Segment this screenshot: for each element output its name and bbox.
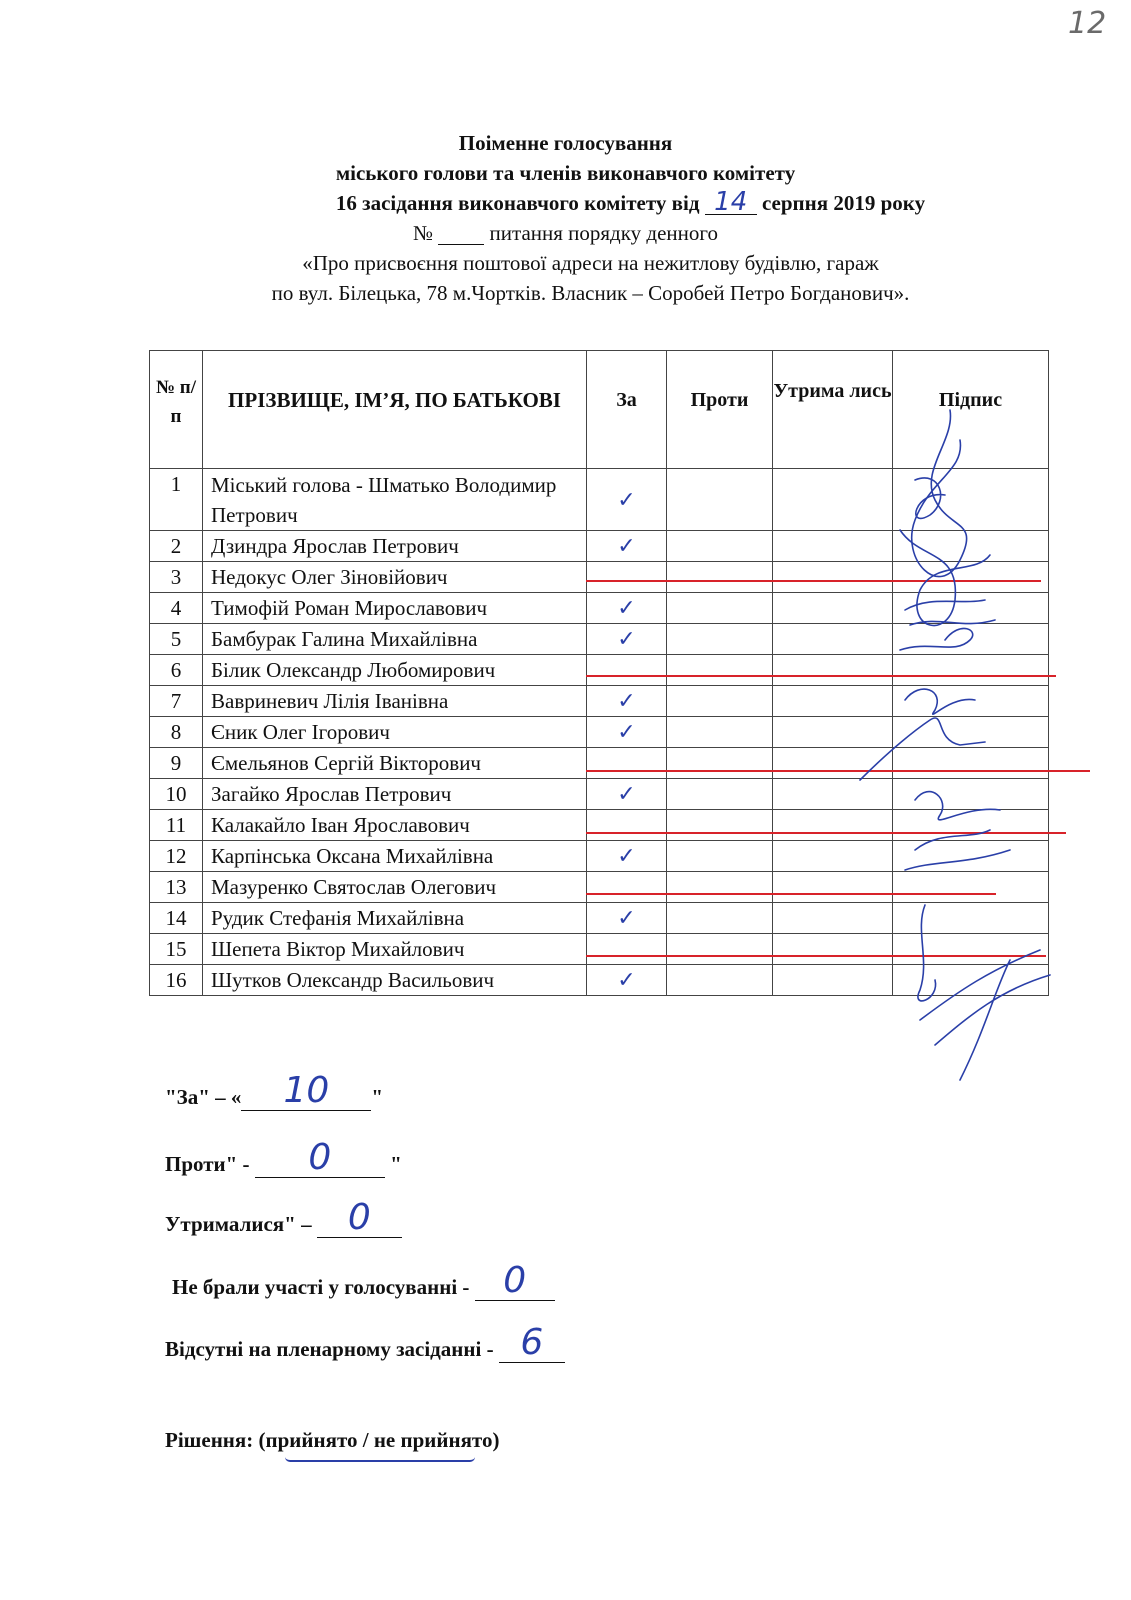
table-row [150,779,1049,810]
strike-line-row-15 [586,955,1046,957]
col-header-signature: Підпис [893,351,1049,469]
summary-no-vote-field [475,1260,555,1301]
signature-cell [893,779,1049,810]
col-header-name: ПРІЗВИЩЕ, ІМ’Я, ПО БАТЬКОВІ [203,351,587,469]
member-name: Єник Олег Ігорович [203,717,587,748]
check-mark-icon: ✓ [617,595,636,620]
vote-against-cell [667,593,773,624]
vote-against-cell [667,748,773,779]
vote-abstained-cell [773,531,893,562]
summary-no-vote-label: Не брали участі у голосуванні - [172,1275,470,1299]
page-number: 12 [1068,6,1107,41]
vote-against-cell [667,469,773,531]
vote-for-cell [587,903,667,934]
vote-abstained-cell [773,624,893,655]
row-number: 11 [150,810,203,841]
table-row [150,841,1049,872]
table-row [150,655,1049,686]
col-header-against: Проти [667,351,773,469]
summary-for-field [241,1070,371,1111]
vote-for-cell [587,686,667,717]
vote-abstained-cell [773,593,893,624]
signature-cell [893,624,1049,655]
vote-for-cell [587,810,667,841]
summary-abstained-label: Утрималися" – [165,1212,312,1236]
vote-against-cell [667,872,773,903]
signature-cell [893,872,1049,903]
vote-against-cell [667,779,773,810]
table-row [150,562,1049,593]
member-name: Міський голова - Шматько Володимир Петрович [203,469,587,531]
row-number: 15 [150,934,203,965]
table-row [150,717,1049,748]
table-header-row [150,351,1049,469]
row-number: 2 [150,531,203,562]
session-day-field [705,187,757,217]
vote-for-cell [587,593,667,624]
summary-for-close: " [371,1085,384,1109]
vote-abstained-cell [773,717,893,748]
check-mark-icon: ✓ [617,533,636,558]
col-header-num: № п/ п [150,351,203,469]
signature-cell [893,903,1049,934]
row-number: 8 [150,717,203,748]
document-header [0,128,1131,308]
session-prefix: 16 засідання виконавчого комітету від [335,191,700,215]
strike-line-row-11 [586,832,1066,834]
document-title: Поіменне голосування [458,131,673,155]
vote-for-cell [587,531,667,562]
row-number: 6 [150,655,203,686]
voting-table [149,350,1049,996]
topic-line-2: по вул. Білецька, 78 м.Чортків. Власник – Соробей Петро Богданович». [271,281,910,305]
table-row [150,593,1049,624]
table-row [150,934,1049,965]
strike-line-row-13 [586,893,996,895]
check-mark-icon: ✓ [617,719,636,744]
col-header-for: За [587,351,667,469]
signature-cell [893,469,1049,531]
vote-against-cell [667,934,773,965]
member-name: Шутков Олександр Васильович [203,965,587,996]
decision-value: (прийнято / не прийнято) [258,1428,500,1452]
vote-for-cell [587,748,667,779]
summary-against-close: " [390,1152,402,1176]
row-number: 5 [150,624,203,655]
vote-abstained-cell [773,748,893,779]
summary-abstained-field [317,1197,402,1238]
summary-against [165,1137,402,1178]
signature-cell [893,593,1049,624]
vote-against-cell [667,903,773,934]
summary-absent-field [499,1322,565,1363]
vote-for-cell [587,717,667,748]
row-number: 7 [150,686,203,717]
check-mark-icon: ✓ [617,688,636,713]
member-name: Тимофій Роман Мирославович [203,593,587,624]
member-name: Мазуренко Святослав Олегович [203,872,587,903]
table-row [150,872,1049,903]
summary-for-label: "За" – « [165,1085,242,1109]
vote-against-cell [667,686,773,717]
row-number: 4 [150,593,203,624]
vote-against-cell [667,531,773,562]
vote-for-cell [587,779,667,810]
vote-abstained-cell [773,779,893,810]
session-line [0,188,1131,218]
check-mark-icon: ✓ [617,626,636,651]
signature-cell [893,717,1049,748]
row-number: 9 [150,748,203,779]
check-mark-icon: ✓ [617,486,636,512]
signature-cell [893,531,1049,562]
vote-abstained-cell [773,562,893,593]
strike-line-row-9 [586,770,1090,772]
check-mark-icon: ✓ [617,781,636,806]
decision-label: Рішення: [165,1428,254,1452]
vote-against-cell [667,810,773,841]
summary-for [165,1070,384,1111]
table-row [150,469,1049,531]
member-name: Калакайло Іван Ярославович [203,810,587,841]
member-name: Білик Олександр Любомирович [203,655,587,686]
member-name: Рудик Стефанія Михайлівна [203,903,587,934]
member-name: Загайко Ярослав Петрович [203,779,587,810]
summary-against-label: Проти" - [165,1152,250,1176]
member-name: Недокус Олег Зіновійович [203,562,587,593]
signature-cell [893,810,1049,841]
member-name: Шепета Віктор Михайлович [203,934,587,965]
table-row [150,686,1049,717]
vote-abstained-cell [773,655,893,686]
vote-abstained-cell [773,810,893,841]
vote-abstained-cell [773,841,893,872]
signature-cell [893,655,1049,686]
vote-abstained-cell [773,903,893,934]
summary-against-field [255,1137,385,1178]
session-day: 14 [714,187,748,217]
check-mark-icon: ✓ [617,843,636,868]
row-number: 3 [150,562,203,593]
vote-abstained-cell [773,872,893,903]
row-number: 16 [150,965,203,996]
table-row [150,903,1049,934]
vote-for-cell [587,841,667,872]
vote-abstained-cell [773,469,893,531]
vote-for-cell [587,562,667,593]
table-row [150,531,1049,562]
row-number: 14 [150,903,203,934]
topic-line-1: «Про присвоєння поштової адреси на нежитлову будівлю, гараж [302,251,879,275]
vote-for-cell [587,872,667,903]
summary-absent-value: 6 [520,1322,544,1363]
summary-absent [165,1322,565,1363]
row-number: 12 [150,841,203,872]
summary-no-vote-value: 0 [503,1260,527,1301]
summary-no-vote [172,1260,555,1301]
signature-cell [893,562,1049,593]
table-row [150,965,1049,996]
agenda-number-field [438,222,484,245]
col-header-abstained: Утрима лись [773,351,893,469]
member-name: Дзиндра Ярослав Петрович [203,531,587,562]
summary-abstained-value: 0 [347,1197,371,1238]
table-row [150,810,1049,841]
vote-against-cell [667,655,773,686]
strike-line-row-6 [586,675,1056,677]
decision-handwritten-underline [285,1457,475,1462]
vote-for-cell [587,624,667,655]
check-mark-icon: ✓ [617,967,636,992]
vote-for-cell [587,934,667,965]
check-mark-icon: ✓ [617,905,636,930]
signature-cell [893,686,1049,717]
summary-decision [165,1428,499,1453]
vote-for-cell [587,655,667,686]
signature-cell [893,841,1049,872]
row-number: 1 [150,469,203,531]
summary-for-value: 10 [283,1070,330,1111]
member-name: Карпінська Оксана Михайлівна [203,841,587,872]
session-suffix: серпня 2019 року [761,191,926,215]
vote-against-cell [667,562,773,593]
vote-against-cell [667,717,773,748]
strike-line-row-3 [586,580,1041,582]
table-row [150,748,1049,779]
vote-for-cell [587,965,667,996]
vote-abstained-cell [773,965,893,996]
summary-absent-label: Відсутні на пленарному засіданні - [165,1337,494,1361]
member-name: Бамбурак Галина Михайлівна [203,624,587,655]
agenda-line [0,218,1131,248]
agenda-suffix: питання порядку денного [489,221,718,245]
agenda-prefix: № [413,221,434,245]
table-row [150,624,1049,655]
signature-cell [893,748,1049,779]
member-name: Вавриневич Лілія Іванівна [203,686,587,717]
vote-against-cell [667,624,773,655]
row-number: 13 [150,872,203,903]
vote-against-cell [667,965,773,996]
vote-abstained-cell [773,686,893,717]
summary-against-value: 0 [308,1137,332,1178]
row-number: 10 [150,779,203,810]
member-name: Ємельянов Сергій Вікторович [203,748,587,779]
signature-cell [893,965,1049,996]
vote-for-cell [587,469,667,531]
vote-against-cell [667,841,773,872]
summary-abstained [165,1197,402,1238]
vote-abstained-cell [773,934,893,965]
signature-cell [893,934,1049,965]
document-subtitle: міського голови та членів виконавчого комітету [335,161,796,185]
